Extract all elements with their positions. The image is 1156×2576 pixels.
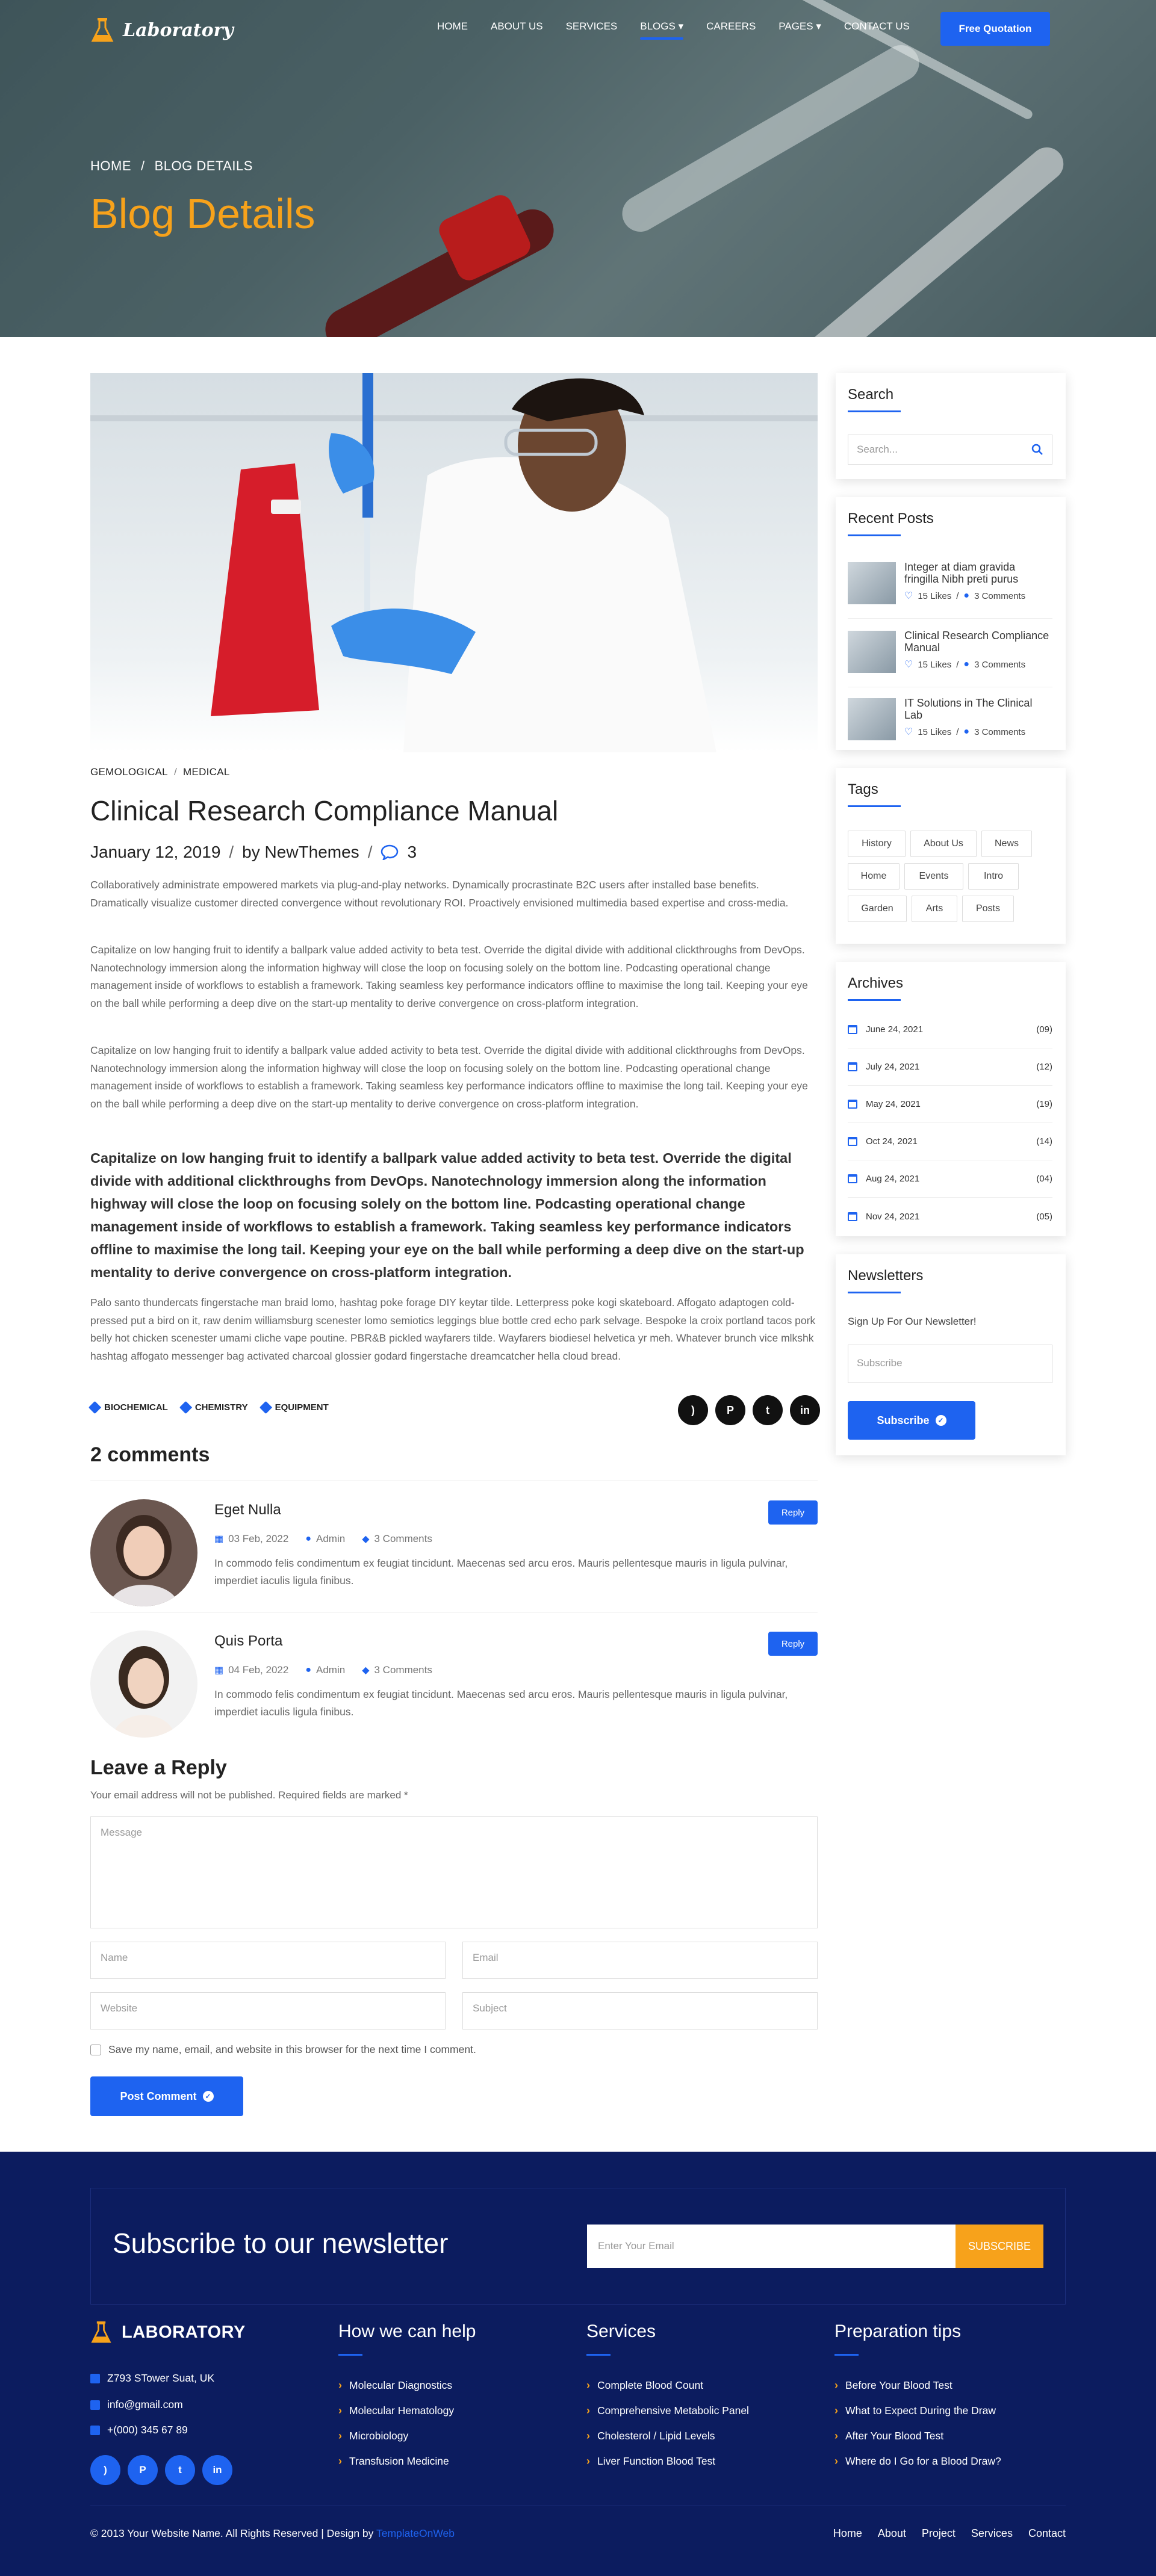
comment-user: Admin [316, 1664, 346, 1676]
footer-link-label: Transfusion Medicine [349, 2455, 449, 2467]
comments-heading: 2 comments [90, 1443, 210, 1466]
footer-link-label: Cholesterol / Lipid Levels [597, 2430, 715, 2442]
save-info-row [90, 2043, 476, 2056]
footer-link[interactable] [834, 2379, 952, 2392]
archive-item[interactable] [848, 1198, 1052, 1235]
footer-logo-text: LABORATORY [122, 2322, 246, 2342]
tag-about-us[interactable]: About Us [910, 831, 977, 857]
tag-arts[interactable]: Arts [912, 896, 957, 922]
twitter-share-button[interactable] [753, 1395, 783, 1425]
footer-link[interactable] [834, 2455, 1001, 2468]
footer-link-label: Before Your Blood Test [845, 2379, 952, 2391]
footer-link-label: Complete Blood Count [597, 2379, 704, 2391]
user-icon: ● [305, 1665, 311, 1675]
recent-post-likes: 15 Likes [918, 590, 952, 601]
comment-item [90, 1612, 818, 1743]
copyright-text: © 2013 Your Website Name. All Rights Reserved | Design by [90, 2527, 376, 2539]
comment-meta [214, 1533, 432, 1545]
sidebar-search-input[interactable] [848, 435, 1052, 465]
chevron-right-icon: › [586, 2404, 590, 2417]
comment-count: 3 Comments [374, 1664, 432, 1676]
footer-link[interactable] [834, 2430, 943, 2442]
pinterest-link[interactable] [128, 2455, 158, 2485]
footer-email-input[interactable]: Enter Your Email [587, 2225, 956, 2268]
chevron-right-icon: › [834, 2430, 838, 2442]
recent-post-title[interactable]: IT Solutions in The Clinical Lab [904, 697, 1033, 721]
tag-home[interactable]: Home [848, 863, 900, 890]
comment-text: In commodo felis condimentum ex feugiat tincidunt. Maecenas sed arcu eros. Mauris pellentesque mauris in ligula pulvinar, imperdiet iaculis ligula finibus. [214, 1688, 788, 1718]
footer-menu-services[interactable]: Services [971, 2527, 1013, 2539]
search-placeholder: Search... [857, 444, 898, 455]
footer-email[interactable] [90, 2398, 183, 2411]
footer-link[interactable] [586, 2430, 715, 2442]
nav-item-pages[interactable]: PAGES ▾ [778, 20, 821, 32]
widget-title-underline [848, 534, 901, 536]
footer-menu-contact[interactable]: Contact [1028, 2527, 1066, 2539]
main-menu [437, 20, 933, 33]
share-buttons [678, 1395, 820, 1425]
comment-icon: ● [963, 659, 970, 669]
save-info-checkbox[interactable] [90, 2045, 101, 2055]
recent-post-likes: 15 Likes [918, 659, 952, 670]
post-tags [90, 1402, 329, 1413]
calendar-icon [848, 1062, 857, 1071]
designer-link[interactable]: TemplateOnWeb [376, 2527, 455, 2539]
recent-post-likes: 15 Likes [918, 726, 952, 737]
recent-post-thumbnail [848, 562, 896, 604]
post-comment-count: 3 [407, 843, 417, 861]
comment-author: Eget Nulla [214, 1502, 281, 1518]
footer-column-title: Services [586, 2321, 656, 2341]
comment-icon: ● [963, 590, 970, 601]
page-title: Blog Details [90, 190, 315, 237]
tag-icon [179, 1401, 192, 1414]
chevron-right-icon: › [834, 2455, 838, 2467]
reply-heading: Leave a Reply [90, 1756, 227, 1779]
address-text: Z793 STower Suat, UK [107, 2372, 214, 2384]
rss-icon: ) [104, 2464, 107, 2475]
comment-count: 3 Comments [374, 1533, 432, 1544]
linkedin-link[interactable] [202, 2455, 232, 2485]
twitter-link[interactable] [165, 2455, 195, 2485]
footer-title-underline [586, 2354, 611, 2356]
hero-banner [0, 0, 1156, 337]
recent-post-title[interactable]: Integer at diam gravida fringilla Nibh preti purus [904, 561, 1019, 585]
chevron-right-icon: › [338, 2455, 342, 2467]
tag-news[interactable]: News [981, 831, 1032, 857]
twitter-icon: t [178, 2464, 182, 2475]
footer-link[interactable] [586, 2404, 749, 2417]
archive-date: May 24, 2021 [866, 1099, 921, 1109]
footer-column-title: Preparation tips [834, 2321, 962, 2341]
widget-title: Newsletters [848, 1268, 924, 1284]
footer-column-preparation [834, 2321, 1051, 2467]
pinterest-icon: P [139, 2464, 146, 2475]
newsletter-text: Sign Up For Our Newsletter! [848, 1316, 977, 1327]
breadcrumb-current: BLOG DETAILS [154, 158, 253, 173]
calendar-icon [848, 1137, 857, 1146]
free-quotation-button[interactable]: Free Quotation [940, 12, 1050, 46]
breadcrumb [90, 158, 253, 174]
email-text: info@gmail.com [107, 2398, 183, 2410]
widget-title-underline [848, 999, 901, 1001]
comment-date: 03 Feb, 2022 [228, 1533, 289, 1544]
post-date: January 12, 2019 [90, 843, 221, 861]
recent-post-item[interactable] [848, 555, 1052, 619]
archive-count: (12) [1036, 1062, 1052, 1072]
post-tag-label: BIOCHEMICAL [104, 1402, 168, 1413]
check-circle-icon: ✓ [936, 1415, 946, 1426]
comment-meta [214, 1664, 432, 1676]
nav-item-contact-us[interactable]: CONTACT US [844, 20, 910, 32]
footer-link-label: After Your Blood Test [845, 2430, 944, 2442]
subject-input[interactable]: Subject [462, 1992, 818, 2030]
widget-title-underline [848, 805, 901, 807]
footer-link[interactable] [338, 2379, 452, 2392]
footer-link[interactable] [834, 2404, 996, 2417]
archive-count: (04) [1036, 1174, 1052, 1184]
archive-item[interactable] [848, 1160, 1052, 1198]
comments-icon: ◆ [362, 1665, 370, 1676]
tag-icon [89, 1401, 101, 1414]
reply-button[interactable]: Reply [768, 1500, 818, 1525]
site-footer [0, 2152, 1156, 2576]
widget-title: Recent Posts [848, 510, 934, 527]
post-comment-label: Post Comment [120, 2090, 197, 2102]
post-tag-label: EQUIPMENT [275, 1402, 329, 1413]
linkedin-icon: in [213, 2464, 222, 2475]
footer-subscribe-box [90, 2188, 1066, 2305]
post-author[interactable]: by NewThemes [242, 843, 359, 861]
calendar-icon: ▦ [214, 1665, 224, 1676]
chevron-right-icon: › [834, 2379, 838, 2391]
chevron-right-icon: › [834, 2404, 838, 2417]
logo-text: Laboratory [123, 19, 234, 41]
category-link-medical[interactable]: MEDICAL [182, 766, 230, 778]
chevron-right-icon: › [586, 2430, 590, 2442]
tag-events[interactable]: Events [904, 863, 963, 890]
footer-logo[interactable] [90, 2320, 246, 2344]
nav-item-about-us[interactable]: ABOUT US [491, 20, 543, 32]
post-tag-equipment[interactable] [261, 1402, 329, 1413]
newsletter-widget [836, 1254, 1066, 1455]
recent-post-thumbnail [848, 631, 896, 673]
footer-subscribe-button[interactable]: SUBSCRIBE [956, 2225, 1043, 2268]
phone-icon [90, 2426, 100, 2435]
footer-menu-project[interactable]: Project [921, 2527, 956, 2539]
calendar-icon [848, 1100, 857, 1109]
recent-post-thumbnail [848, 698, 896, 740]
archive-item[interactable] [848, 1011, 1052, 1048]
name-input[interactable]: Name [90, 1942, 446, 1979]
comment-item [90, 1481, 818, 1612]
archives-widget [836, 962, 1066, 1236]
archive-item[interactable] [848, 1048, 1052, 1086]
footer-social [90, 2455, 232, 2485]
newsletter-subscribe-button[interactable] [848, 1401, 975, 1440]
chevron-right-icon: › [338, 2404, 342, 2417]
footer-link-label: Molecular Hematology [349, 2404, 455, 2417]
archive-count: (19) [1036, 1099, 1052, 1109]
footer-subscribe-title: Subscribe to our newsletter [113, 2228, 449, 2259]
archive-count: (09) [1036, 1024, 1052, 1035]
chevron-right-icon: › [338, 2430, 342, 2442]
nav-item-careers[interactable]: CAREERS [706, 20, 756, 32]
post-paragraph: Collaboratively administrate empowered markets via plug-and-play networks. Dynamically procrastinate B2C users after installed base benefits. Dramatically visualize customer directed convergence without revolutionary ROI. Proactively envisioned multimedia based expertise and cross-media. [90, 879, 789, 909]
archive-count: (14) [1036, 1136, 1052, 1147]
twitter-icon: t [766, 1404, 769, 1416]
archive-date: Oct 24, 2021 [866, 1136, 918, 1147]
envelope-icon [90, 2400, 100, 2410]
recent-post-comments: 3 Comments [974, 726, 1026, 737]
comments-icon: ◆ [362, 1534, 370, 1544]
footer-link-label: Liver Function Blood Test [597, 2455, 716, 2467]
site-logo[interactable] [90, 17, 234, 43]
recent-post-title[interactable]: Clinical Research Compliance Manual [904, 630, 1049, 654]
reply-note: Your email address will not be published. Required fields are marked * [90, 1789, 408, 1801]
heart-icon: ♡ [904, 660, 913, 670]
tag-garden[interactable]: Garden [848, 896, 907, 922]
footer-link-label: Molecular Diagnostics [349, 2379, 453, 2391]
save-info-label: Save my name, email, and website in this browser for the next time I comment. [108, 2043, 476, 2055]
archive-date: Aug 24, 2021 [866, 1174, 920, 1184]
recent-post-comments: 3 Comments [974, 590, 1026, 601]
avatar [90, 1630, 197, 1738]
calendar-icon [848, 1025, 857, 1034]
post-categories: GEMOLOGICAL / MEDICAL [90, 766, 230, 778]
widget-title: Archives [848, 975, 904, 991]
heart-icon: ♡ [904, 591, 913, 601]
chevron-right-icon: › [338, 2379, 342, 2391]
tag-intro[interactable]: Intro [968, 863, 1019, 890]
subscribe-label: Subscribe [877, 1414, 930, 1426]
widget-title: Tags [848, 781, 878, 797]
footer-link-label: What to Expect During the Draw [845, 2404, 996, 2417]
footer-link[interactable] [338, 2455, 449, 2468]
linkedin-icon: in [800, 1404, 810, 1416]
recent-post-meta: ♡ 15 Likes / ● 3 Comments [904, 726, 1026, 737]
footer-link-label: Where do I Go for a Blood Draw? [845, 2455, 1001, 2467]
post-featured-image [90, 373, 818, 752]
footer-link[interactable] [586, 2455, 715, 2468]
post-paragraph: Palo santo thundercats fingerstache man braid lomo, hashtag poke forage DIY keytar tilde. Letterpress poke kogi skateboard. Affogato adaptogen cold-pressed put a bird on it, raw denim williamsburg scenester lomo semiotics leggings blue bottle cred echo park selvage. Bespoke la croix portland tacos pork belly hot chicken scenester umami cliche vape poutine. PBR&B pickled wayfarers tilde. Wayfarers biodiesel helvetica yr meh. Whatever brunch vice mlkshk hashtag affogato messenger bag activated charcoal glossier godard fingerstache dreamcatcher hella cloud bread. [90, 1296, 816, 1362]
website-input[interactable]: Website [90, 1992, 446, 2030]
rss-link[interactable] [90, 2455, 120, 2485]
footer-menu [833, 2527, 1066, 2540]
footer-link[interactable] [338, 2404, 454, 2417]
rss-icon: ) [691, 1404, 695, 1416]
avatar [90, 1499, 197, 1606]
nav-item-services[interactable]: SERVICES [565, 20, 618, 32]
breadcrumb-home-link[interactable]: HOME [90, 158, 131, 173]
newsletter-input[interactable]: Subscribe [848, 1345, 1052, 1383]
nav-item-blogs[interactable]: BLOGS ▾ [640, 20, 684, 32]
post-paragraph: Capitalize on low hanging fruit to identify a ballpark value added activity to beta test. Override the digital divide with additional clickthroughs from DevOps. Nanotechnology immersion along the information highway will close the loop on focusing solely on the bottom line. Podcasting operational change management inside of workflows to establish a framework. Taking seamless key performance indicators offline to maximise the long tail. Keeping your eye on the ball while performing a deep dive on the start-up mentality to derive convergence on cross-platform integration. [90, 1044, 808, 1110]
search-widget [836, 373, 1066, 479]
archive-date: Nov 24, 2021 [866, 1211, 920, 1222]
archive-item[interactable] [848, 1086, 1052, 1123]
widget-title-underline [848, 410, 901, 412]
footer-column-title: How we can help [338, 2321, 476, 2341]
chevron-right-icon: › [586, 2379, 590, 2391]
tag-posts[interactable]: Posts [962, 896, 1014, 922]
top-navigation [0, 0, 1156, 58]
calendar-icon: ▦ [214, 1534, 224, 1544]
archive-count: (05) [1036, 1211, 1052, 1222]
archive-date: June 24, 2021 [866, 1024, 924, 1035]
user-icon: ● [305, 1534, 311, 1544]
search-icon[interactable] [1031, 444, 1043, 456]
recent-post-item[interactable] [848, 691, 1052, 755]
post-tag-label: CHEMISTRY [194, 1402, 248, 1413]
category-link-gemological[interactable]: GEMOLOGICAL [90, 766, 168, 778]
archive-item[interactable] [848, 1123, 1052, 1160]
tag-icon [259, 1401, 272, 1414]
footer-phone[interactable] [90, 2424, 188, 2436]
recent-post-meta: ♡ 15 Likes / ● 3 Comments [904, 590, 1026, 601]
footer-link[interactable] [586, 2379, 703, 2392]
pinterest-share-button[interactable] [715, 1395, 745, 1425]
phone-text: +(000) 345 67 89 [107, 2424, 188, 2436]
archive-date: July 24, 2021 [866, 1062, 920, 1072]
rss-share-button[interactable] [678, 1395, 708, 1425]
email-input[interactable]: Email [462, 1942, 818, 1979]
message-textarea[interactable]: Message [90, 1816, 818, 1928]
map-icon [90, 2374, 100, 2383]
tag-history[interactable]: History [848, 831, 906, 857]
post-title: Clinical Research Compliance Manual [90, 795, 559, 826]
post-paragraph: Capitalize on low hanging fruit to identify a ballpark value added activity to beta test. Override the digital divide with additional clickthroughs from DevOps. Nanotechnology immersion along the information highway will close the loop on focusing solely on the bottom line. Podcasting operational change management inside of workflows to establish a framework. Taking seamless key performance indicators offline to maximise the long tail. Keeping your eye on the ball while performing a deep dive on the start-up mentality to derive convergence on cross-platform integration. [90, 944, 808, 1009]
flask-icon [90, 17, 114, 43]
reply-button[interactable]: Reply [768, 1632, 818, 1656]
pinterest-icon: P [726, 1404, 734, 1416]
avatar-portrait [90, 1499, 197, 1606]
widget-title: Search [848, 386, 894, 403]
flask-icon [90, 2320, 112, 2344]
footer-address [90, 2372, 214, 2385]
widget-title-underline [848, 1292, 901, 1293]
scientist-illustration [90, 373, 818, 752]
comment-author: Quis Porta [214, 1633, 283, 1649]
calendar-icon [848, 1212, 857, 1221]
footer-title-underline [834, 2354, 859, 2356]
post-highlight-paragraph: Capitalize on low hanging fruit to identify a ballpark value added activity to beta test. Override the digital divide with additional clickthroughs from DevOps. Nanotechnology immersion along the information highway will close the loop on focusing solely on the bottom line. Podcasting operational change management inside of workflows to establish a framework. Taking seamless key performance indicators offline to maximise the long tail. Keeping your eye on the ball while performing a deep dive on the start-up mentality to derive convergence on cross-platform integration. [90, 1150, 804, 1280]
footer-column-services [586, 2321, 803, 2467]
comment-date: 04 Feb, 2022 [228, 1664, 289, 1676]
footer-menu-home[interactable]: Home [833, 2527, 862, 2539]
check-circle-icon: ✓ [203, 2091, 214, 2102]
comment-text: In commodo felis condimentum ex feugiat tincidunt. Maecenas sed arcu eros. Mauris pellentesque mauris in ligula pulvinar, imperdiet iaculis ligula finibus. [214, 1557, 788, 1587]
calendar-icon [848, 1174, 857, 1183]
recent-post-meta: ♡ 15 Likes / ● 3 Comments [904, 659, 1026, 670]
post-tag-chemistry[interactable] [181, 1402, 248, 1413]
comment-bubble-icon [381, 844, 399, 860]
chevron-right-icon: › [586, 2455, 590, 2467]
recent-post-item[interactable] [848, 624, 1052, 687]
footer-column-help [338, 2321, 555, 2467]
comment-user: Admin [316, 1533, 346, 1544]
copyright [90, 2527, 455, 2540]
post-meta: January 12, 2019 / by NewThemes / 3 [90, 843, 417, 861]
footer-title-underline [338, 2354, 362, 2356]
avatar-portrait [90, 1630, 197, 1738]
heart-icon: ♡ [904, 727, 913, 737]
recent-posts-widget [836, 497, 1066, 750]
nav-item-home[interactable]: HOME [437, 20, 468, 32]
post-comment-button[interactable] [90, 2076, 243, 2116]
footer-menu-about[interactable]: About [877, 2527, 906, 2539]
breadcrumb-separator: / [141, 158, 145, 173]
post-tag-biochemical[interactable] [90, 1402, 168, 1413]
footer-link-label: Microbiology [349, 2430, 409, 2442]
footer-link[interactable] [338, 2430, 408, 2442]
tags-widget [836, 768, 1066, 944]
recent-post-comments: 3 Comments [974, 659, 1026, 670]
comment-icon: ● [963, 726, 970, 737]
linkedin-share-button[interactable] [790, 1395, 820, 1425]
footer-link-label: Comprehensive Metabolic Panel [597, 2404, 749, 2417]
